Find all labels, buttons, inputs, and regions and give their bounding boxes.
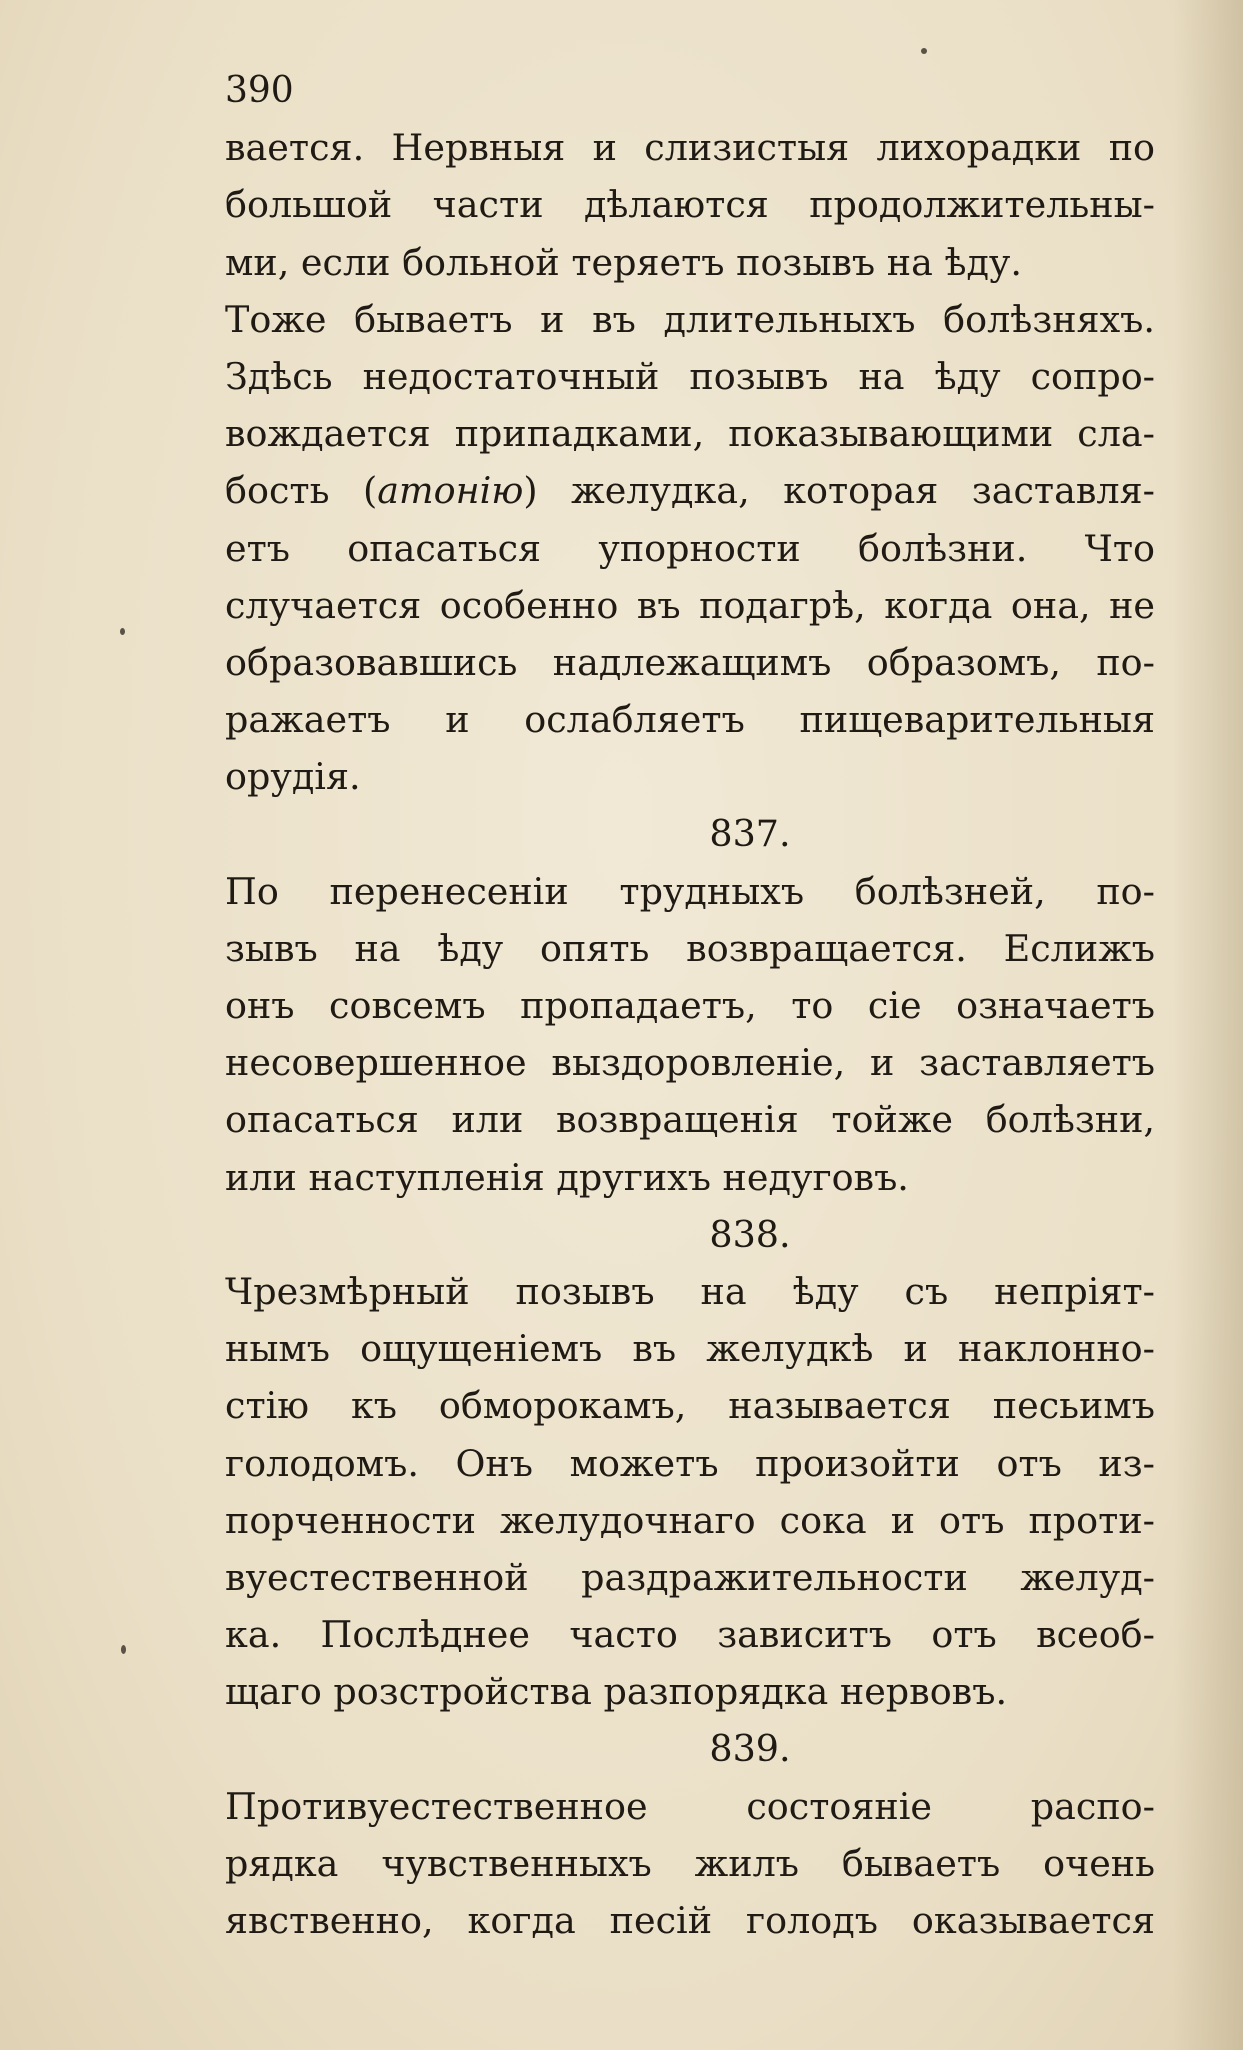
text-line: ка. Послѣднее часто зависитъ отъ всеоб-	[225, 1613, 1155, 1657]
ink-speck	[121, 1645, 126, 1654]
text-line: несовершенное выздоровленіе, и заставляетъ	[225, 1041, 1155, 1085]
text-line: вуестественной раздражительности желуд-	[225, 1555, 1155, 1599]
text-line: По перенесеніи трудныхъ болѣзней, по-	[225, 869, 1155, 913]
ink-speck	[921, 48, 927, 54]
text-line: етъ опасаться упорности болѣзни. Что	[225, 526, 1155, 570]
text-line: рядка чувственныхъ жилъ бываетъ очень	[225, 1841, 1155, 1885]
text-line: онъ совсемъ пропадаетъ, то сіе означаетъ	[225, 984, 1155, 1027]
text-line: Здѣсь недостаточный позывъ на ѣду сопро-	[225, 354, 1155, 398]
text-line: вождается припадками, показывающими сла-	[225, 412, 1155, 456]
text-line: орудія.	[225, 755, 361, 799]
text-line: Чрезмѣрный позывъ на ѣду съ непріят-	[225, 1269, 1155, 1313]
text-line: зывъ на ѣду опять возвращается. Еслижъ	[225, 926, 1155, 970]
text-line: случается особенно въ подагрѣ, когда она, не	[225, 583, 1155, 627]
text-line: бость (атонію) желудка, которая заставля-	[225, 469, 1155, 513]
text-line: ми, если больной теряетъ позывъ на ѣду.	[225, 240, 1023, 284]
section-number: 839.	[709, 1727, 791, 1771]
text-line: или наступленія другихъ недуговъ.	[225, 1155, 909, 1199]
text-line: вается. Нервныя и слизистыя лихорадки по	[225, 126, 1155, 170]
text-line: голодомъ. Онъ можетъ произойти отъ из-	[225, 1441, 1155, 1485]
section-number: 838.	[709, 1212, 791, 1256]
text-line: щаго розстройства разпорядка нервовъ.	[225, 1670, 1008, 1714]
page-number: 390	[225, 70, 294, 111]
page-text	[225, 62, 1155, 1949]
text-line: образовавшись надлежащимъ образомъ, по-	[225, 640, 1155, 684]
text-line: опасаться или возвращенія тойже болѣзни,	[225, 1098, 1155, 1142]
text-line: Противуестественное состояніе распо-	[225, 1784, 1155, 1828]
page-edge-shadow	[1173, 0, 1243, 2050]
text-line: стію къ обморокамъ, называется песьимъ	[225, 1384, 1155, 1428]
ink-speck	[120, 628, 125, 635]
text-line: ражаетъ и ослабляетъ пищеварительныя	[225, 698, 1155, 742]
section-number: 837.	[709, 812, 791, 856]
text-line: большой части дѣлаются продолжительны-	[225, 183, 1155, 227]
text-line: порченности желудочнаго сока и отъ проти-	[225, 1498, 1155, 1542]
text-line: нымъ ощущеніемъ въ желудкѣ и наклонно-	[225, 1327, 1155, 1371]
text-line: Тоже бываетъ и въ длительныхъ болѣзняхъ.	[225, 297, 1155, 341]
text-line: явственно, когда песій голодъ оказывается	[225, 1899, 1155, 1942]
